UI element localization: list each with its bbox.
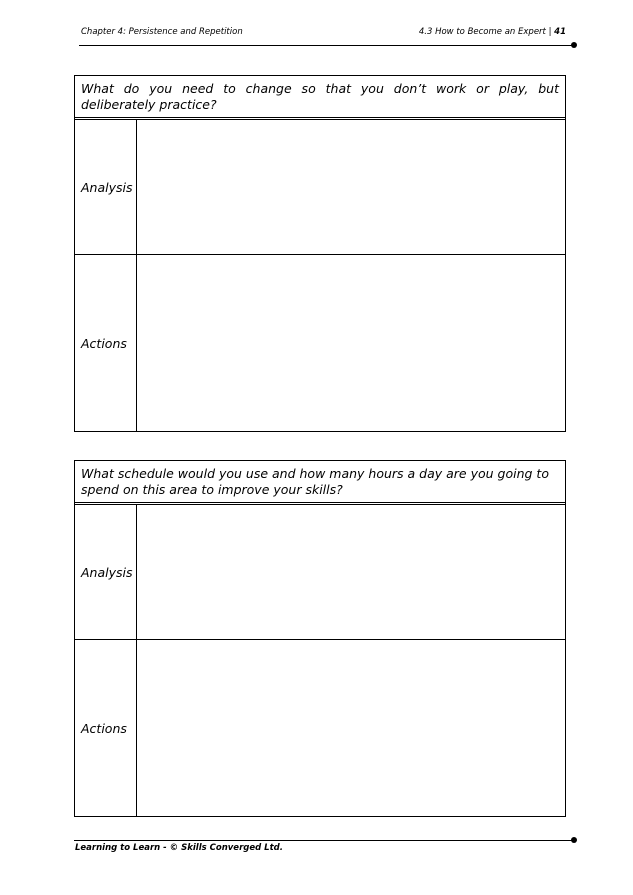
analysis-answer-area-1[interactable]	[137, 120, 565, 254]
actions-label-2: Actions	[75, 640, 137, 816]
analysis-label-1: Analysis	[75, 120, 137, 254]
analysis-label-2: Analysis	[75, 505, 137, 639]
header-rule	[79, 45, 573, 46]
actions-answer-area-1[interactable]	[137, 255, 565, 431]
actions-row-1	[75, 254, 565, 431]
footer-rule	[74, 840, 573, 841]
analysis-answer-area-2[interactable]	[137, 505, 565, 639]
actions-label-1: Actions	[75, 255, 137, 431]
actions-answer-area-2[interactable]	[137, 640, 565, 816]
page-number: 41	[554, 27, 566, 37]
section-title: 4.3 How to Become an Expert	[418, 27, 546, 37]
worksheet-table-1	[74, 75, 566, 432]
footer-rule-dot	[571, 837, 577, 843]
analysis-row-1	[75, 120, 565, 254]
worksheet-table-2	[74, 460, 566, 817]
worksheet-question-2: What schedule would you use and how many hours a day are you going to spend on this area to improve your skills?	[75, 461, 565, 505]
page-footer: Learning to Learn - © Skills Converged Ltd.	[75, 843, 283, 853]
section-title-and-page	[419, 27, 566, 37]
header-separator: |	[548, 27, 552, 37]
analysis-row-2	[75, 505, 565, 639]
header-rule-dot	[571, 42, 577, 48]
worksheet-question-1: What do you need to change so that you don’t work or play, but deliberately practice?	[75, 76, 565, 120]
page-header	[79, 27, 570, 39]
actions-row-2	[75, 639, 565, 816]
chapter-title: Chapter 4: Persistence and Repetition	[81, 27, 243, 37]
